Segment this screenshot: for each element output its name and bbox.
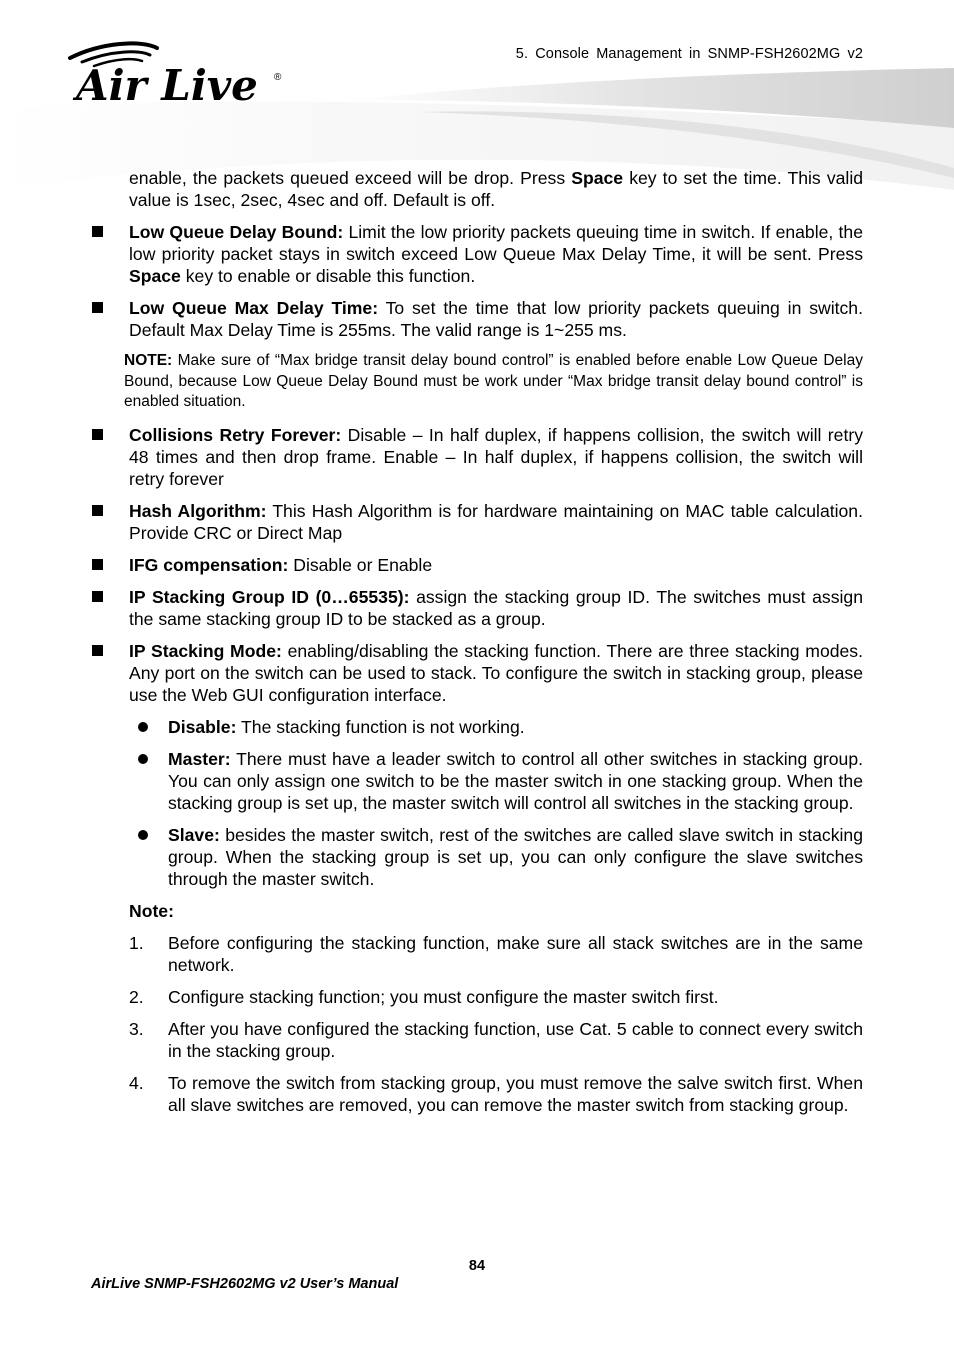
- numbered-item: 1. Before configuring the stacking function, make sure all stack switches are in the same network.: [129, 932, 863, 975]
- square-bullet-icon: [92, 559, 103, 570]
- svg-text:Air Live: Air Live: [76, 61, 258, 106]
- numbered-item: 2. Configure stacking function; you must configure the master switch first.: [129, 986, 719, 1007]
- intro-paragraph: enable, the packets queued exceed will be drop. Press Space key to set the time. This valid value is 1sec, 2sec, 4sec and off. Default is off.: [129, 168, 864, 210]
- round-bullet-icon: [138, 722, 148, 732]
- list-item: IP Stacking Mode: enabling/disabling the stacking function. There are three stacking modes. Any port on the switch can be used to stack. To configure the switch in stacking group, please use the Web GUI configuration interface.: [91, 640, 863, 706]
- list-item: Low Queue Delay Bound: Limit the low priority packets queuing time in switch. If enable, the low priority packet stays in switch exceed Low Queue Max Delay Time, it will be sent. Press Space key to enable or disable this function.: [91, 221, 863, 287]
- numbered-item: 4. To remove the switch from stacking group, you must remove the salve switch first. When all slave switches are removed, you can remove the master switch from stacking group.: [129, 1072, 863, 1115]
- square-bullet-icon: [92, 429, 103, 440]
- list-item: IP Stacking Group ID (0…65535): assign the stacking group ID. The switches must assign the same stacking group ID to be stacked as a group.: [91, 586, 863, 630]
- note-heading: Note:: [129, 900, 174, 921]
- sub-list-item: Slave: besides the master switch, rest of the switches are called slave switch in stacking group. When the stacking group is set up, you can only configure the slave switches through the master switch.: [91, 824, 863, 890]
- square-bullet-icon: [92, 302, 103, 313]
- square-bullet-icon: [92, 645, 103, 656]
- airlive-logo: [62, 40, 292, 106]
- list-item: Collisions Retry Forever: Disable – In half duplex, if happens collision, the switch will retry 48 times and then drop frame. Enable – In half duplex, if happens collision, the switch will retry forever: [91, 424, 863, 490]
- round-bullet-icon: [138, 754, 148, 764]
- list-item: IFG compensation: Disable or Enable: [91, 554, 863, 576]
- list-item: Low Queue Max Delay Time: To set the time that low priority packets queuing in switch. Default Max Delay Time is 255ms. The valid range is 1~255 ms.: [91, 297, 863, 341]
- page-number: 84: [468, 1258, 486, 1274]
- square-bullet-icon: [92, 226, 103, 237]
- svg-text:®: ®: [274, 72, 282, 83]
- chapter-title: 5. Console Management in SNMP-FSH2602MG v2: [515, 46, 863, 62]
- square-bullet-icon: [92, 505, 103, 516]
- footer-manual-title: AirLive SNMP-FSH2602MG v2 User’s Manual: [91, 1276, 399, 1292]
- sub-list-item: Master: There must have a leader switch to control all other switches in stacking group. You can only assign one switch to be the master switch in one stacking group. When the stacking group is set up, the master switch will control all switches in the stacking group.: [91, 748, 863, 814]
- list-item: Hash Algorithm: This Hash Algorithm is for hardware maintaining on MAC table calculation. Provide CRC or Direct Map: [91, 500, 863, 544]
- square-bullet-icon: [92, 591, 103, 602]
- numbered-item: 3. After you have configured the stacking function, use Cat. 5 cable to connect every switch in the stacking group.: [129, 1018, 863, 1061]
- page-content: [91, 167, 863, 1126]
- note-block: NOTE: Make sure of “Max bridge transit delay bound control” is enabled before enable Low Queue Delay Bound, because Low Queue Delay Bound must be work under “Max bridge transit delay bound control” is enabled situation.: [124, 352, 863, 410]
- round-bullet-icon: [138, 830, 148, 840]
- sub-list-item: Disable: The stacking function is not working.: [91, 716, 863, 738]
